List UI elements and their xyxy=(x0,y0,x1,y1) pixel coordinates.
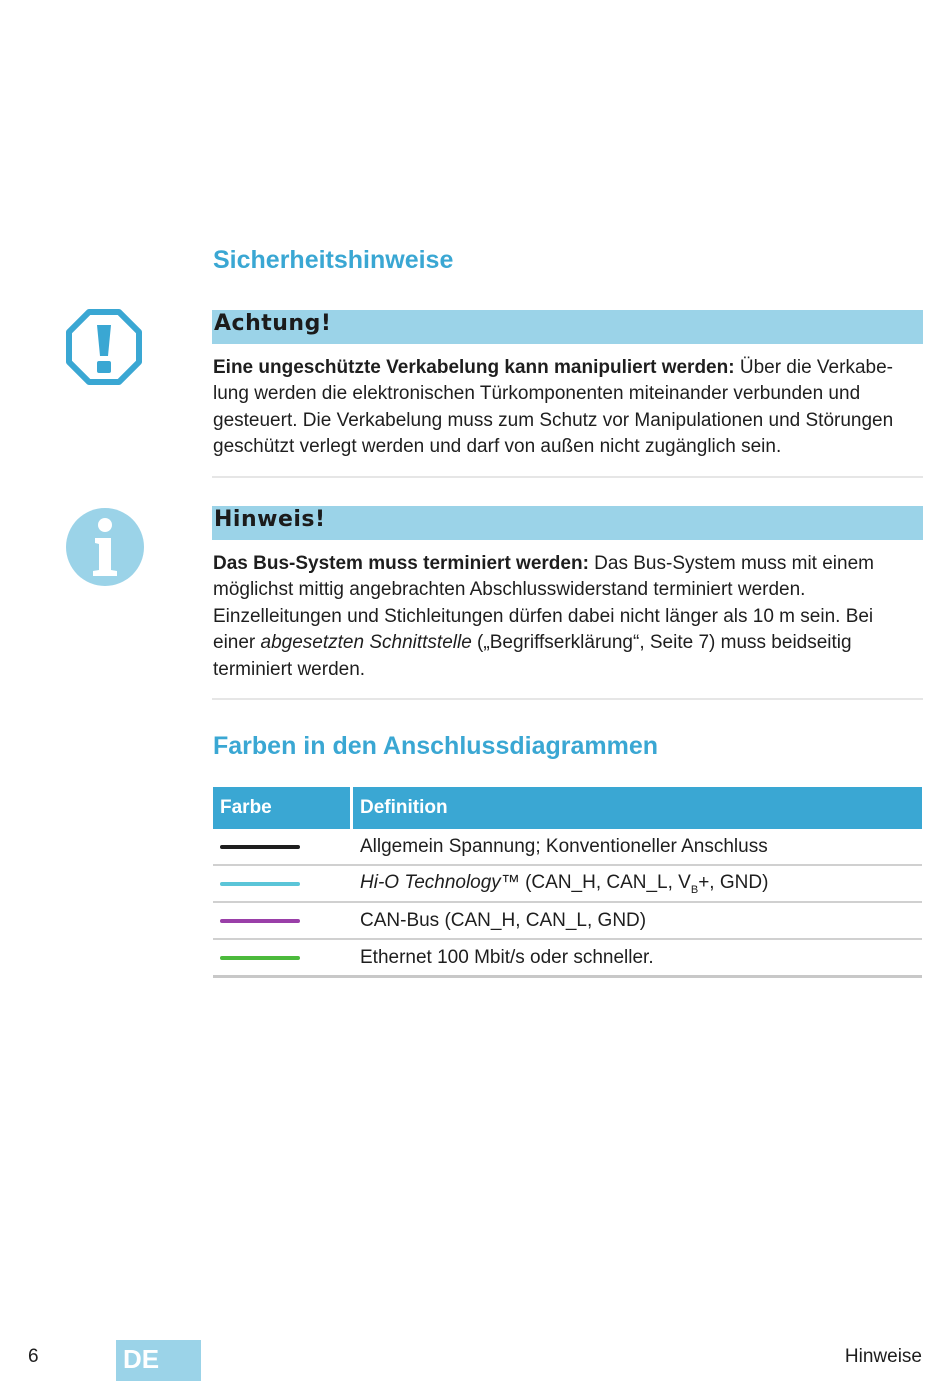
notice-text xyxy=(213,551,925,683)
warning-lead: Eine ungeschützte Verkabelung kann manipuliert werden: xyxy=(213,357,735,378)
language-tab xyxy=(116,1340,201,1381)
page-number: 6 xyxy=(28,1346,39,1367)
definition-cell: CAN-Bus (CAN_H, CAN_L, GND) xyxy=(353,903,922,940)
notice-lead: Das Bus-System muss terminiert werden: xyxy=(213,553,589,574)
definition-text: ™ (CAN_H, CAN_L, V xyxy=(500,871,691,893)
warning-octagon-icon xyxy=(66,309,142,390)
language-label: DE xyxy=(123,1344,160,1374)
definition-cell: Ethernet 100 Mbit/s oder schneller. xyxy=(353,940,922,978)
green-line-swatch xyxy=(220,956,300,960)
black-line-swatch xyxy=(220,845,300,849)
warning-heading: Achtung! xyxy=(214,311,332,336)
subscript-b: B xyxy=(690,883,699,896)
section-title-colors: Farben in den Anschlussdiagrammen xyxy=(213,732,659,760)
warning-line2: lung werden die elektronischen Türkomponenten miteinander verbunden und xyxy=(213,383,861,405)
notice-line4-post: („Begriffserklärung“, Seite 7) muss beidseitig xyxy=(471,632,852,654)
notice-line4-pre: einer xyxy=(213,632,261,654)
divider xyxy=(212,476,923,478)
notice-line3: Einzelleitungen und Stichleitungen dürfen dabei nicht länger als 10 m sein. Bei xyxy=(213,605,874,627)
notice-heading: Hinweis! xyxy=(214,507,326,532)
definition-tail: +, GND) xyxy=(698,871,769,893)
light-blue-line-swatch xyxy=(220,882,300,886)
table-row xyxy=(213,866,922,903)
color-definition-table xyxy=(213,787,922,978)
warning-line3: gesteuert. Die Verkabelung muss zum Schutz vor Manipulationen und Störungen xyxy=(213,409,894,431)
notice-line4-italic: abgesetzten Schnittstelle xyxy=(260,632,472,654)
table-row xyxy=(213,829,922,866)
table-row xyxy=(213,940,922,978)
notice-line2: möglichst mittig angebrachten Abschlusswiderstand terminiert werden. xyxy=(213,579,806,601)
divider xyxy=(212,698,923,700)
definition-cell: Allgemein Spannung; Konventioneller Anschluss xyxy=(353,829,922,866)
column-header-definition: Definition xyxy=(353,787,922,829)
footer-section-name: Hinweise xyxy=(844,1346,922,1367)
section-title-safety: Sicherheitshinweise xyxy=(213,246,454,274)
warning-text xyxy=(213,355,925,461)
purple-line-swatch xyxy=(220,919,300,923)
notice-heading-bar xyxy=(212,506,923,540)
table-row xyxy=(213,903,922,940)
notice-line5: terminiert werden. xyxy=(213,658,366,680)
definition-cell xyxy=(353,866,922,903)
hi-o-technology-text: Hi-O Technology xyxy=(360,871,501,893)
info-circle-icon xyxy=(66,508,144,591)
notice-line1: Das Bus-System muss mit einem xyxy=(588,553,874,574)
warning-heading-bar xyxy=(212,310,923,344)
warning-line4: geschützt verlegt werden und darf von außen nicht zugänglich sein. xyxy=(213,436,782,458)
warning-line1: Über die Verkabe- xyxy=(734,357,893,378)
column-header-color: Farbe xyxy=(213,787,353,829)
